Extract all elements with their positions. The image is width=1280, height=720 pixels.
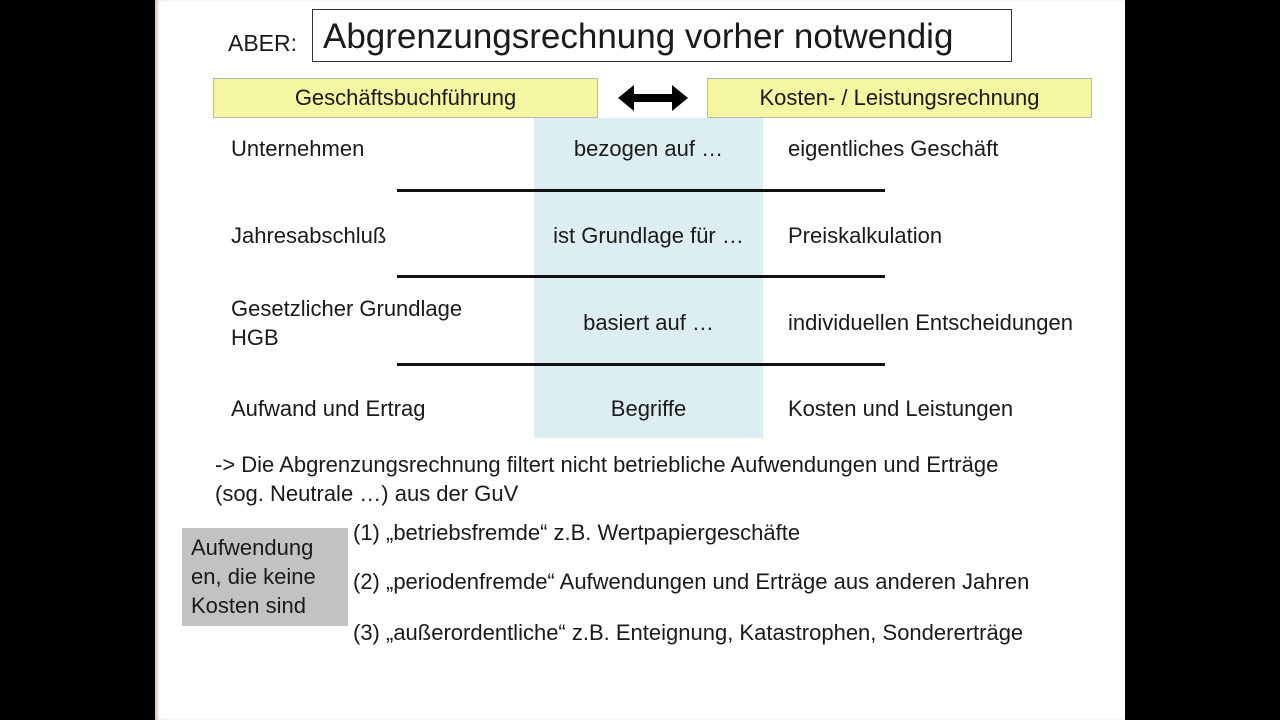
row-3-middle: basiert auf … (583, 310, 714, 335)
middle-column-band (534, 118, 763, 438)
row-4-middle: Begriffe (610, 396, 687, 421)
row-3-left-line-2: HGB (231, 325, 279, 350)
row-3-left-line-1: Gesetzlicher Grundlage (231, 296, 463, 321)
row-1-right: eigentliches Geschäft (788, 136, 999, 161)
list-item: (1) „betriebsfremde“ z.B. Wertpapiergeschäfte (353, 520, 801, 545)
row-4-left: Aufwand und Ertrag (231, 396, 426, 421)
filter-note (215, 450, 1105, 508)
row-divider (397, 275, 885, 278)
list-item: (2) „periodenfremde“ Aufwendungen und Erträge aus anderen Jahren (353, 569, 1030, 594)
double-headed-arrow-icon (618, 84, 688, 112)
row-divider (397, 189, 885, 192)
aber-label: ABER: (228, 30, 298, 56)
expense-category-box (182, 528, 348, 626)
row-1-left: Unternehmen (231, 136, 365, 161)
expense-box-line-2: en, die keine (191, 564, 316, 589)
slide (155, 0, 1125, 720)
expense-box-line-1: Aufwendung (191, 535, 314, 560)
row-2-left: Jahresabschluß (231, 223, 387, 248)
filter-note-line-2: (sog. Neutrale …) aus der GuV (215, 481, 519, 506)
row-1-middle: bezogen auf … (573, 136, 724, 161)
row-divider (397, 363, 885, 366)
header-geschaeftsbuchfuehrung: Geschäftsbuchführung (213, 78, 598, 118)
row-2-middle: ist Grundlage für … (553, 223, 744, 248)
list-item: (3) „außerordentliche“ z.B. Enteignung, Katastrophen, Sondererträge (353, 620, 1024, 645)
expense-box-line-3: Kosten sind (191, 593, 306, 618)
row-3-left (231, 294, 462, 352)
slide-title: Abgrenzungsrechnung vorher notwendig (312, 9, 1012, 62)
row-2-right: Preiskalkulation (788, 223, 943, 248)
filter-note-line-1: -> Die Abgrenzungsrechnung filtert nicht betriebliche Aufwendungen und Erträge (215, 452, 999, 477)
row-3-right: individuellen Entscheidungen (788, 310, 1073, 335)
row-4-right: Kosten und Leistungen (788, 396, 1014, 421)
header-kosten-leistungsrechnung: Kosten- / Leistungsrechnung (707, 78, 1092, 118)
